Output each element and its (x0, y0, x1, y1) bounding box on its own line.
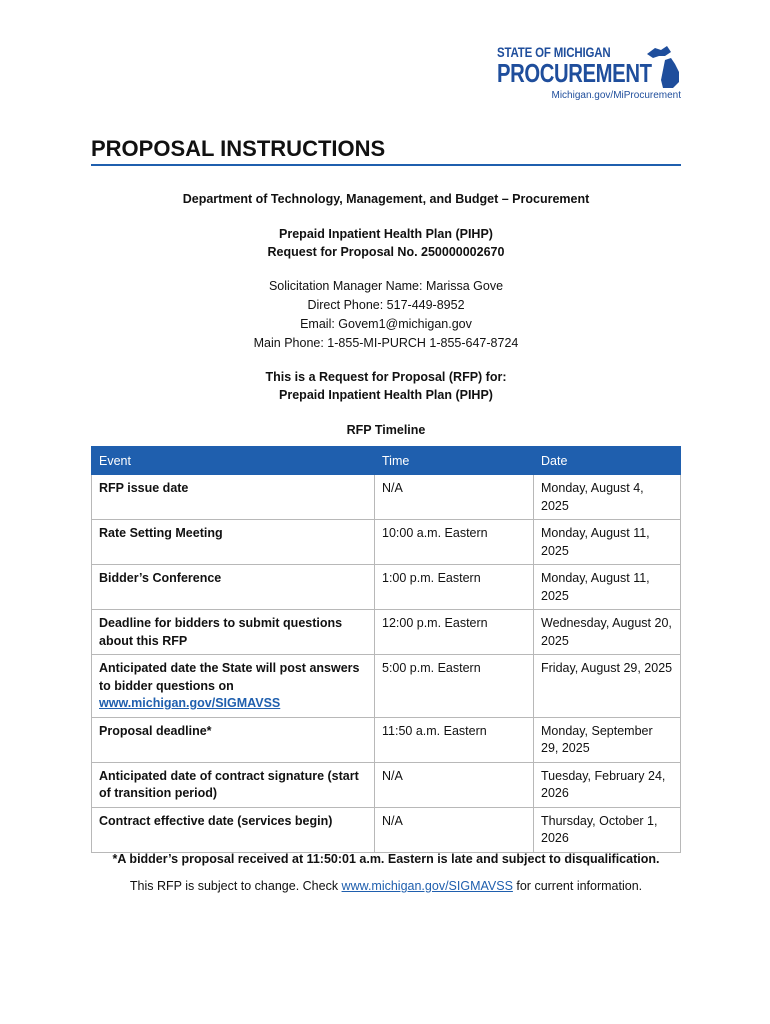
table-row (92, 717, 681, 762)
table-row (92, 520, 681, 565)
department-line: Department of Technology, Management, and Budget – Procurement (182, 192, 590, 206)
table-row (92, 475, 681, 520)
event-cell: Bidder’s Conference (92, 565, 375, 610)
sigmavss-link[interactable]: www.michigan.gov/SIGMAVSS (99, 696, 281, 710)
event-cell: Anticipated date of contract signature (start of transition period) (92, 762, 375, 807)
main-phone: Main Phone: 1-855-MI-PURCH 1-855-647-8724 (253, 336, 519, 350)
date-cell: Thursday, October 1, 2026 (534, 807, 681, 852)
time-cell: 1:00 p.m. Eastern (375, 565, 534, 610)
plan-name: Prepaid Inpatient Health Plan (PIHP) (279, 227, 493, 241)
table-row (92, 807, 681, 852)
change-notice (91, 879, 681, 893)
change-notice-after: for current information. (512, 879, 643, 893)
page-title: PROPOSAL INSTRUCTIONS (91, 136, 386, 161)
timeline-heading: RFP Timeline (346, 423, 426, 437)
time-cell: N/A (375, 475, 534, 520)
table-row (92, 655, 681, 718)
column-header-time: Time (375, 447, 534, 475)
rfp-for-line2: Prepaid Inpatient Health Plan (PIHP) (279, 388, 493, 402)
date-cell: Friday, August 29, 2025 (534, 655, 681, 718)
date-cell: Wednesday, August 20, 2025 (534, 610, 681, 655)
date-cell: Monday, August 11, 2025 (534, 520, 681, 565)
logo-state-text: STATE OF MICHIGAN (497, 44, 611, 60)
time-cell: 10:00 a.m. Eastern (375, 520, 534, 565)
time-cell: 11:50 a.m. Eastern (375, 717, 534, 762)
email: Email: Govem1@michigan.gov (300, 317, 472, 331)
change-notice-before: This RFP is subject to change. Check (129, 879, 342, 893)
event-cell: Deadline for bidders to submit questions about this RFP (92, 610, 375, 655)
rfp-for-line1: This is a Request for Proposal (RFP) for: (265, 370, 507, 384)
date-cell: Monday, August 4, 2025 (534, 475, 681, 520)
date-cell: Monday, September 29, 2025 (534, 717, 681, 762)
date-cell: Tuesday, February 24, 2026 (534, 762, 681, 807)
logo-url[interactable]: Michigan.gov/MiProcurement (551, 90, 681, 101)
rfp-timeline-table (91, 446, 681, 853)
event-cell: Rate Setting Meeting (92, 520, 375, 565)
event-cell: Proposal deadline* (92, 717, 375, 762)
rfp-number: Request for Proposal No. 250000002670 (267, 245, 505, 259)
procurement-logo (497, 44, 683, 104)
table-row (92, 565, 681, 610)
logo-procurement-text: PROCUREMENT (497, 58, 652, 88)
time-cell: N/A (375, 762, 534, 807)
event-cell: Contract effective date (services begin) (92, 807, 375, 852)
event-text: Anticipated date the State will post answers to bidder questions on (99, 661, 360, 693)
table-header-row (92, 447, 681, 475)
column-header-date: Date (534, 447, 681, 475)
time-cell: 5:00 p.m. Eastern (375, 655, 534, 718)
solicitation-manager: Solicitation Manager Name: Marissa Gove (268, 279, 504, 293)
table-row (92, 610, 681, 655)
column-header-event: Event (92, 447, 375, 475)
event-cell (92, 655, 375, 718)
michigan-map-icon (645, 44, 683, 92)
table-row (92, 762, 681, 807)
sigmavss-footer-link[interactable]: www.michigan.gov/SIGMAVSS (341, 879, 513, 893)
date-cell: Monday, August 11, 2025 (534, 565, 681, 610)
direct-phone: Direct Phone: 517-449-8952 (307, 298, 465, 312)
time-cell: 12:00 p.m. Eastern (375, 610, 534, 655)
title-divider (91, 164, 681, 166)
event-cell: RFP issue date (92, 475, 375, 520)
time-cell: N/A (375, 807, 534, 852)
late-proposal-footnote: *A bidder’s proposal received at 11:50:01 a.m. Eastern is late and subject to disqualification. (112, 852, 660, 866)
